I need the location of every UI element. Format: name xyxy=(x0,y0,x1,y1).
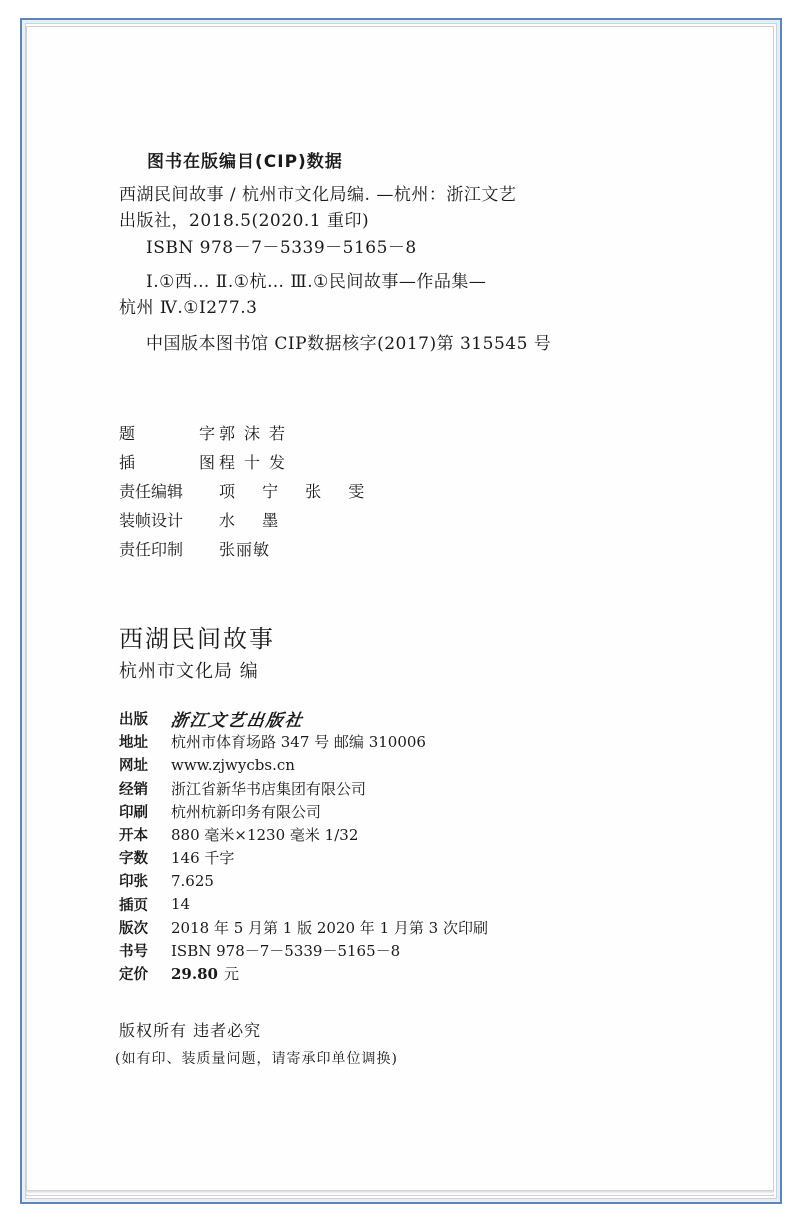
info-value: ISBN 978－7－5339－5165－8 xyxy=(171,941,401,960)
info-value: 浙江省新华书店集团有限公司 xyxy=(171,779,367,798)
cip-isbn: ISBN 978－7－5339－5165－8 xyxy=(146,238,417,258)
info-value: 880 毫米×1230 毫米 1/32 xyxy=(171,826,359,845)
book-title: 西湖民间故事 xyxy=(119,625,275,653)
info-row xyxy=(119,800,488,823)
credit-value: 张丽敏 xyxy=(219,540,271,559)
credit-label: 题 字 xyxy=(119,424,215,443)
credit-label: 装帧设计 xyxy=(119,511,184,530)
page-edge-shadow xyxy=(26,1190,774,1194)
credit-label: 插 图 xyxy=(119,453,215,472)
copyright-notice: 版权所有 违者必究 xyxy=(119,1021,262,1040)
info-value: 146 千字 xyxy=(171,849,235,868)
credit-label: 责任印制 xyxy=(119,540,184,559)
cip-line-2: 出版社，2018.5(2020.1 重印) xyxy=(119,211,370,231)
info-row xyxy=(119,893,488,916)
cip-line-1: 西湖民间故事 / 杭州市文化局编. —杭州：浙江文艺 xyxy=(119,185,517,205)
credit-row xyxy=(119,505,368,534)
book-author: 杭州市文化局 编 xyxy=(119,661,259,682)
credit-label: 责任编辑 xyxy=(119,482,184,501)
credit-row xyxy=(119,534,368,563)
publisher-logo: 浙江文艺出版社 xyxy=(169,711,306,732)
info-value: 14 xyxy=(171,895,191,914)
info-row xyxy=(119,823,488,846)
info-label: 印刷 xyxy=(119,804,148,821)
info-row-publisher xyxy=(119,707,488,730)
info-value: 7.625 xyxy=(171,871,214,890)
info-label: 定价 xyxy=(119,967,148,984)
info-row xyxy=(119,916,488,939)
cip-subject-2: 杭州 Ⅳ.①I277.3 xyxy=(119,298,258,318)
credit-row xyxy=(119,476,368,505)
credit-value: 水 墨 xyxy=(219,511,283,530)
cip-subject-1: Ⅰ.①西… Ⅱ.①杭… Ⅲ.①民间故事—作品集— xyxy=(146,272,487,292)
credit-value: 程十发 xyxy=(219,453,295,472)
info-label: 书号 xyxy=(119,943,148,960)
info-label: 网址 xyxy=(119,758,148,775)
cip-verification: 中国版本图书馆 CIP数据核字(2017)第 315545 号 xyxy=(146,334,552,354)
credit-value: 郭沫若 xyxy=(219,424,295,443)
info-row xyxy=(119,939,488,962)
info-value: 杭州杭新印务有限公司 xyxy=(171,802,322,821)
info-label: 字数 xyxy=(119,851,148,868)
info-label: 插页 xyxy=(119,897,148,914)
info-label: 地址 xyxy=(119,735,148,752)
replacement-notice: (如有印、装质量问题，请寄承印单位调换) xyxy=(115,1051,398,1067)
credit-row xyxy=(119,418,368,447)
credits-list xyxy=(119,418,368,563)
info-value: 杭州市体育场路 347 号 邮编 310006 xyxy=(171,733,426,752)
info-label: 印张 xyxy=(119,874,148,891)
info-row xyxy=(119,846,488,869)
info-value: www.zjwycbs.cn xyxy=(171,755,295,774)
info-row xyxy=(119,869,488,892)
info-row xyxy=(119,777,488,800)
cip-title: 图书在版编目(CIP)数据 xyxy=(147,152,343,172)
info-value: 2018 年 5 月第 1 版 2020 年 1 月第 3 次印刷 xyxy=(171,918,488,937)
info-label: 版次 xyxy=(119,920,148,937)
price-value: 29.80 xyxy=(171,964,218,983)
info-label: 经销 xyxy=(119,781,148,798)
info-label: 开本 xyxy=(119,828,148,845)
info-label: 出版 xyxy=(119,712,148,729)
info-row xyxy=(119,730,488,753)
credit-row xyxy=(119,447,368,476)
info-row xyxy=(119,753,488,776)
publication-info xyxy=(119,707,488,985)
price-unit: 元 xyxy=(223,965,239,984)
credit-value: 项 宁 张 雯 xyxy=(219,482,369,501)
info-row-price xyxy=(119,962,488,985)
